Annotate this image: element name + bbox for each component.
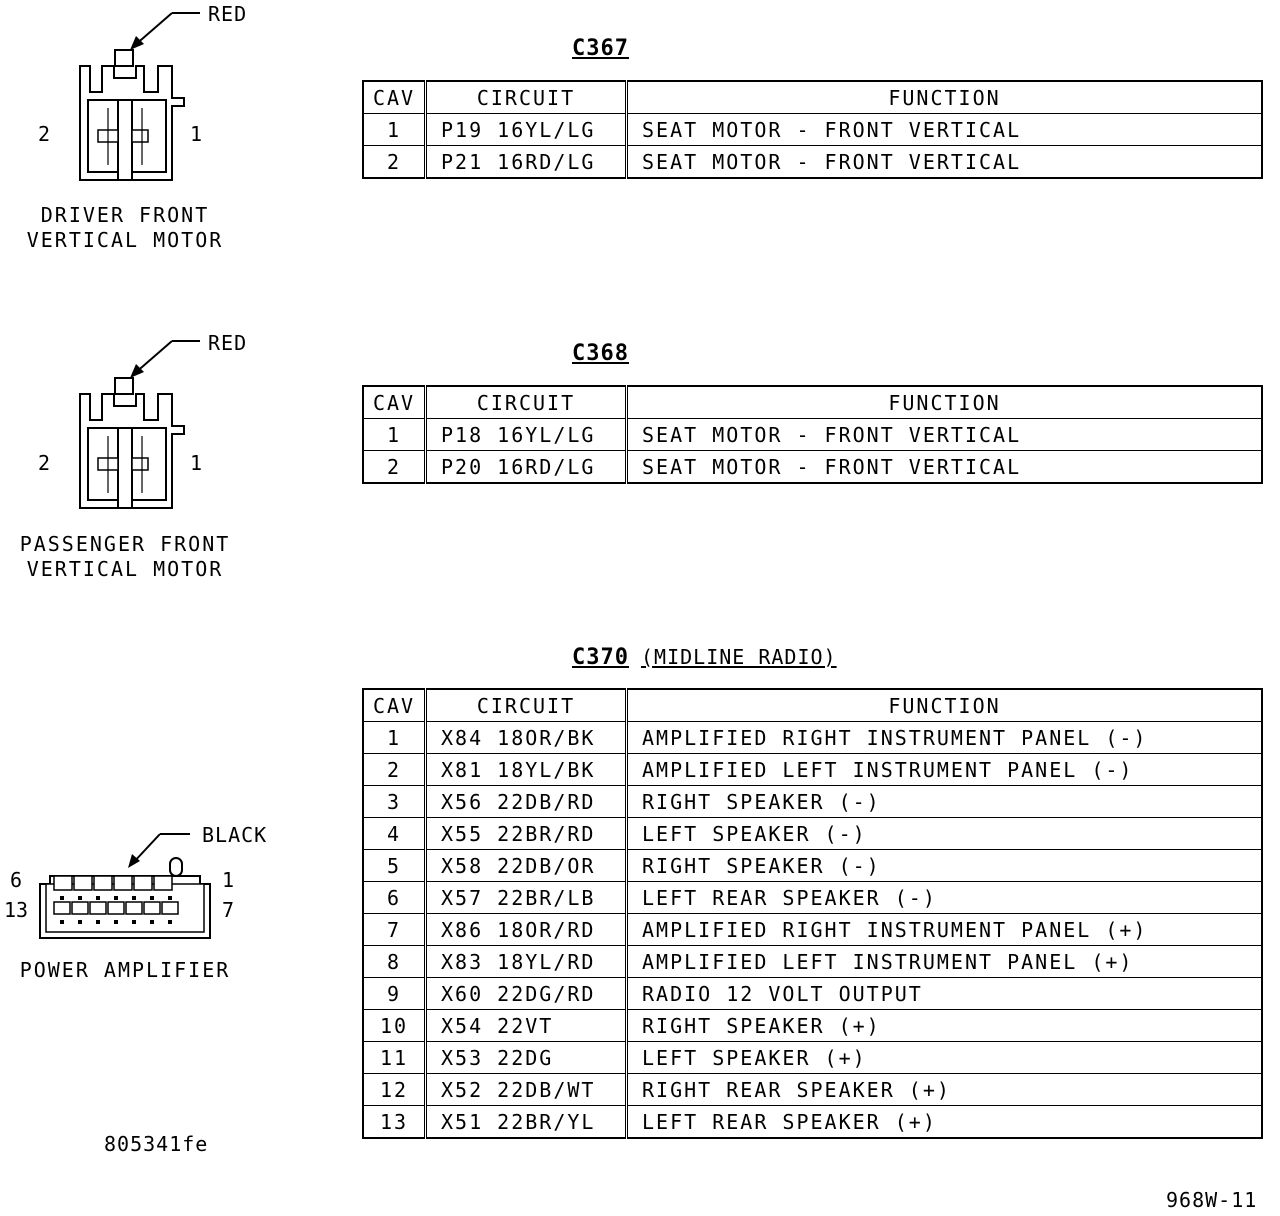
cav-cell: 2: [363, 754, 426, 786]
amplifier-pin-7: 7: [222, 898, 235, 922]
table-row: [363, 818, 1262, 850]
col-circuit-header: CIRCUIT: [426, 386, 627, 419]
amplifier-pin-13: 13: [4, 898, 29, 922]
function-cell: RIGHT SPEAKER (+): [627, 1010, 1263, 1042]
figure-number: 968W-11: [1166, 1188, 1258, 1212]
cav-cell: 7: [363, 914, 426, 946]
circuit-cell: X54 22VT: [426, 1010, 627, 1042]
function-cell: SEAT MOTOR - FRONT VERTICAL: [627, 146, 1263, 179]
table-row: [363, 882, 1262, 914]
table-row: [363, 1010, 1262, 1042]
function-cell: SEAT MOTOR - FRONT VERTICAL: [627, 451, 1263, 484]
table-row: [363, 722, 1262, 754]
circuit-cell: P21 16RD/LG: [426, 146, 627, 179]
col-function-header: FUNCTION: [627, 386, 1263, 419]
cav-cell: 8: [363, 946, 426, 978]
cav-cell: 1: [363, 722, 426, 754]
function-cell: AMPLIFIED RIGHT INSTRUMENT PANEL (-): [627, 722, 1263, 754]
table-row: [363, 754, 1262, 786]
driver-motor-caption: DRIVER FRONT VERTICAL MOTOR: [26, 203, 224, 252]
circuit-cell: X60 22DG/RD: [426, 978, 627, 1010]
passenger-motor-connector-drawing: [60, 328, 260, 518]
driver-motor-pin-2: 2: [38, 122, 51, 146]
cav-cell: 9: [363, 978, 426, 1010]
function-cell: RIGHT SPEAKER (-): [627, 786, 1263, 818]
amplifier-pin-1: 1: [222, 868, 235, 892]
cav-cell: 2: [363, 146, 426, 179]
circuit-cell: X55 22BR/RD: [426, 818, 627, 850]
circuit-cell: X83 18YL/RD: [426, 946, 627, 978]
function-cell: LEFT SPEAKER (+): [627, 1042, 1263, 1074]
c370-title: C370 (MIDLINE RADIO): [572, 645, 837, 670]
cav-cell: 1: [363, 419, 426, 451]
amplifier-color-label: BLACK: [202, 823, 268, 847]
c367-title: C367: [572, 36, 629, 61]
cav-cell: 4: [363, 818, 426, 850]
cav-cell: 1: [363, 114, 426, 146]
function-cell: LEFT SPEAKER (-): [627, 818, 1263, 850]
circuit-cell: P18 16YL/LG: [426, 419, 627, 451]
table-row: [363, 914, 1262, 946]
power-amplifier-connector-drawing: [30, 820, 230, 950]
c370-subtitle: (MIDLINE RADIO): [640, 645, 837, 669]
c368-table: [362, 385, 1263, 484]
circuit-cell: X52 22DB/WT: [426, 1074, 627, 1106]
function-cell: AMPLIFIED RIGHT INSTRUMENT PANEL (+): [627, 914, 1263, 946]
function-cell: LEFT REAR SPEAKER (-): [627, 882, 1263, 914]
table-row: [363, 1074, 1262, 1106]
circuit-cell: X51 22BR/YL: [426, 1106, 627, 1139]
amplifier-caption: POWER AMPLIFIER: [19, 958, 231, 982]
circuit-cell: X56 22DB/RD: [426, 786, 627, 818]
col-function-header: FUNCTION: [627, 689, 1263, 722]
col-function-header: FUNCTION: [627, 81, 1263, 114]
circuit-cell: P19 16YL/LG: [426, 114, 627, 146]
table-header-row: [363, 689, 1262, 722]
circuit-cell: P20 16RD/LG: [426, 451, 627, 484]
cav-cell: 6: [363, 882, 426, 914]
col-circuit-header: CIRCUIT: [426, 689, 627, 722]
cav-cell: 10: [363, 1010, 426, 1042]
function-cell: AMPLIFIED LEFT INSTRUMENT PANEL (-): [627, 754, 1263, 786]
function-cell: RIGHT REAR SPEAKER (+): [627, 1074, 1263, 1106]
table-header-row: [363, 386, 1262, 419]
circuit-cell: X81 18YL/BK: [426, 754, 627, 786]
circuit-cell: X86 18OR/RD: [426, 914, 627, 946]
col-cav-header: CAV: [363, 81, 426, 114]
driver-motor-pin-1: 1: [190, 122, 203, 146]
table-row: [363, 451, 1262, 484]
table-row: [363, 978, 1262, 1010]
cav-cell: 5: [363, 850, 426, 882]
passenger-motor-pin-1: 1: [190, 451, 203, 475]
driver-motor-color-label: RED: [208, 2, 248, 26]
c370-table: [362, 688, 1263, 1139]
driver-motor-connector-drawing: [60, 0, 260, 190]
table-row: [363, 850, 1262, 882]
function-cell: SEAT MOTOR - FRONT VERTICAL: [627, 114, 1263, 146]
col-circuit-header: CIRCUIT: [426, 81, 627, 114]
function-cell: SEAT MOTOR - FRONT VERTICAL: [627, 419, 1263, 451]
passenger-motor-pin-2: 2: [38, 451, 51, 475]
passenger-motor-caption: PASSENGER FRONT VERTICAL MOTOR: [19, 532, 231, 581]
table-header-row: [363, 81, 1262, 114]
cav-cell: 11: [363, 1042, 426, 1074]
function-cell: RADIO 12 VOLT OUTPUT: [627, 978, 1263, 1010]
cav-cell: 2: [363, 451, 426, 484]
circuit-cell: X84 18OR/BK: [426, 722, 627, 754]
circuit-cell: X57 22BR/LB: [426, 882, 627, 914]
table-row: [363, 1042, 1262, 1074]
function-cell: AMPLIFIED LEFT INSTRUMENT PANEL (+): [627, 946, 1263, 978]
function-cell: RIGHT SPEAKER (-): [627, 850, 1263, 882]
table-row: [363, 946, 1262, 978]
table-row: [363, 1106, 1262, 1139]
cav-cell: 13: [363, 1106, 426, 1139]
cav-cell: 3: [363, 786, 426, 818]
c368-title: C368: [572, 341, 629, 366]
table-row: [363, 146, 1262, 179]
col-cav-header: CAV: [363, 386, 426, 419]
table-row: [363, 114, 1262, 146]
c367-table: [362, 80, 1263, 179]
circuit-cell: X58 22DB/OR: [426, 850, 627, 882]
table-row: [363, 419, 1262, 451]
amplifier-pin-6: 6: [10, 868, 23, 892]
col-cav-header: CAV: [363, 689, 426, 722]
circuit-cell: X53 22DG: [426, 1042, 627, 1074]
passenger-motor-color-label: RED: [208, 331, 248, 355]
table-row: [363, 786, 1262, 818]
function-cell: LEFT REAR SPEAKER (+): [627, 1106, 1263, 1139]
cav-cell: 12: [363, 1074, 426, 1106]
part-number: 805341fe: [104, 1132, 209, 1156]
